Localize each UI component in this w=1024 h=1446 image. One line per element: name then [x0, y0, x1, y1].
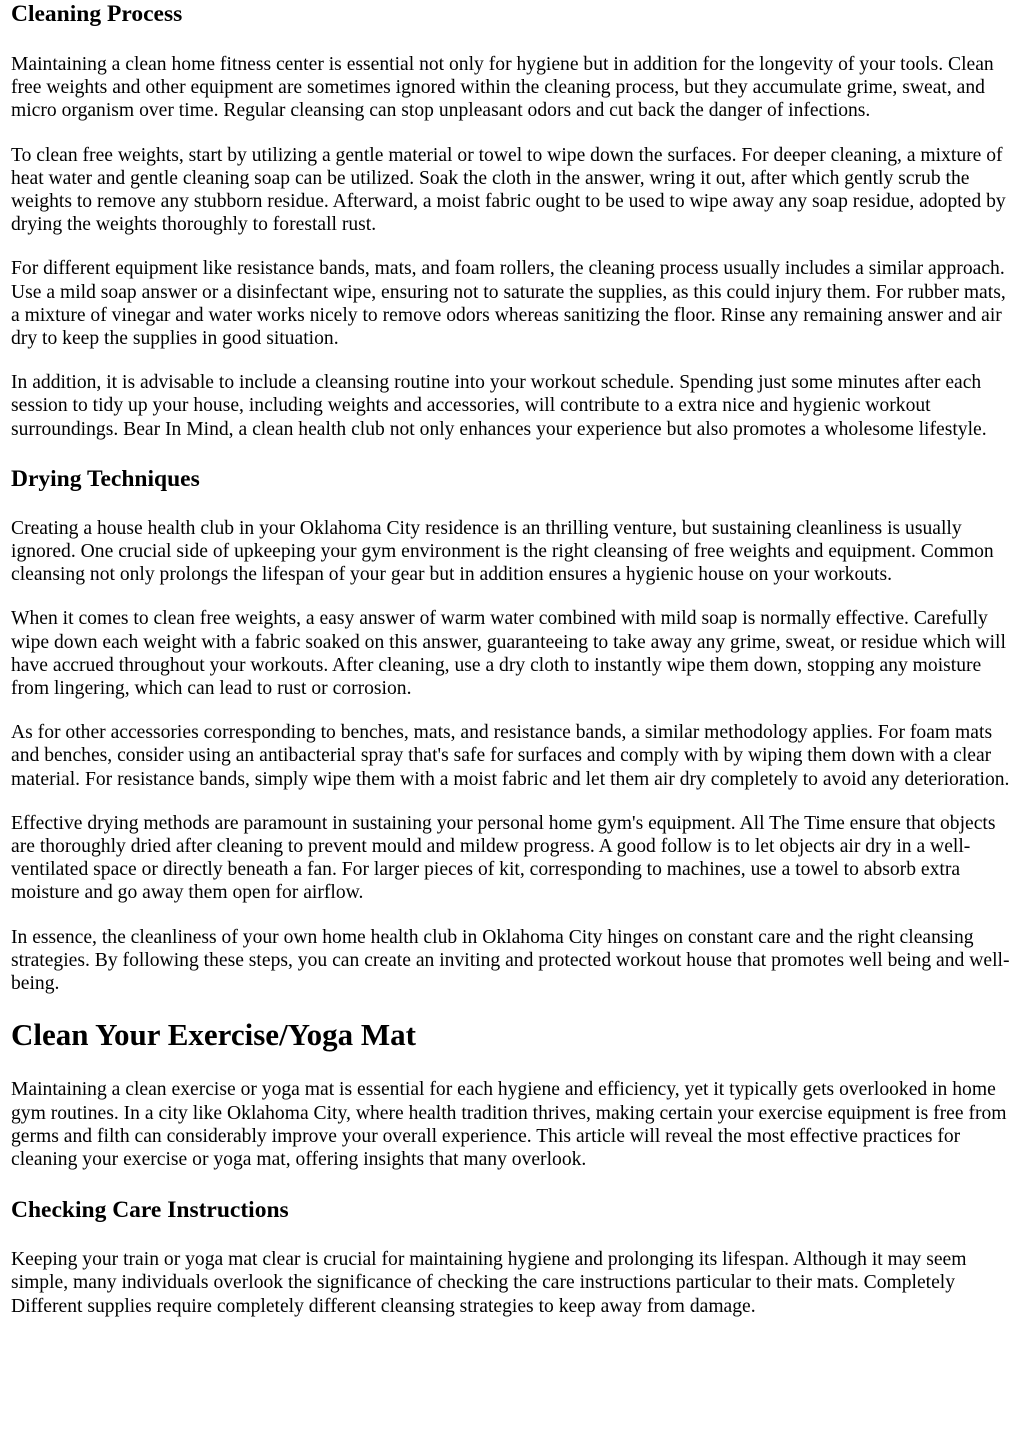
paragraph: Maintaining a clean exercise or yoga mat is essential for each hygiene and efficiency, yet it typically gets overlooked in home gym routines. In a city like Oklahoma City, where health tradition thrives, making certain your exercise equipment is free from germs and filth can considerably improve your overall experience. This article will reveal the most effective practices for cleaning your exercise or yoga mat, offering insights that many overlook.: [11, 1079, 1007, 1170]
paragraph: To clean free weights, start by utilizing a gentle material or towel to wipe down the surfaces. For deeper cleaning, a mixture of heat water and gentle cleaning soap can be utilized. Soak the cloth in the answer, wring it out, after which gently scrub the weights to remove any stubborn residue. Afterward, a moist fabric ought to be used to wipe away any soap residue, adopted by drying the weights thoroughly to forestall rust.: [11, 144, 1006, 236]
paragraph: In essence, the cleanliness of your own home health club in Oklahoma City hinges on constant care and the right cleansing strategies. By following these steps, you can create an inviting and protected workout house that promotes well being and well-being.: [11, 926, 1010, 995]
paragraph: Keeping your train or yoga mat clear is crucial for maintaining hygiene and prolonging its lifespan. Although it may seem simple, many individuals overlook the significance of checking the care instructions particular to their mats. Completely Different supplies require completely different cleansing strategies to keep away from damage.: [11, 1249, 967, 1317]
paragraph: For different equipment like resistance bands, mats, and foam rollers, the cleaning process usually includes a similar approach. Use a mild soap answer or a disinfectant wipe, ensuring not to saturate the supplies, as this could injury them. For rubber mats, a mixture of vinegar and water works nicely to remove odors whereas sanitizing the floor. Rinse any remaining answer and air dry to keep the supplies in good situation.: [11, 258, 1006, 350]
paragraph: Creating a house health club in your Oklahoma City residence is an thrilling venture, but sustaining cleanliness is usually ignored. One crucial side of upkeeping your gym environment is the right cleansing of free weights and equipment. Common cleansing not only prolongs the lifespan of your gear but in addition ensures a hygienic house on your workouts.: [11, 517, 994, 586]
paragraph: Effective drying methods are paramount in sustaining your personal home gym's equipment. All The Time ensure that objects are thoroughly dried after cleaning to prevent mould and mildew progress. A good follow is to let objects air dry in a well-ventilated space or directly beneath a fan. For larger pieces of kit, corresponding to machines, use a towel to absorb extra moisture and go away them open for airflow.: [11, 812, 996, 904]
paragraph: In addition, it is advisable to include a cleansing routine into your workout schedule. Spending just some minutes after each session to tidy up your house, including weights and accessories, will contribute to a extra nice and hygienic workout surroundings. Bear In Mind, a clean health club not only enhances your experience but also promotes a wholesome lifestyle.: [11, 372, 987, 440]
paragraph: When it comes to clean free weights, a easy answer of warm water combined with mild soap is normally effective. Carefully wipe down each weight with a fabric soaked on this answer, guaranteeing to take away any grime, sweat, or residue which will have accrued throughout your workouts. After cleaning, use a dry cloth to instantly wipe them down, stopping any moisture from lingering, which can lead to rust or corrosion.: [11, 608, 1006, 700]
paragraph: As for other accessories corresponding to benches, mats, and resistance bands, a similar methodology applies. For foam mats and benches, consider using an antibacterial spray that's safe for surfaces and comply with by wiping them down with a clear material. For resistance bands, simply wipe them with a moist fabric and let them air dry completely to avoid any deterioration.: [11, 722, 1010, 790]
section-heading-cleaning-process: Cleaning Process: [11, 1, 183, 27]
section-heading-yoga-mat: Clean Your Exercise/Yoga Mat: [11, 1017, 416, 1053]
paragraph: Maintaining a clean home fitness center is essential not only for hygiene but in addition for the longevity of your tools. Clean free weights and other equipment are sometimes ignored within the cleaning process, but they accumulate grime, sweat, and micro organism over time. Regular cleansing can stop unpleasant odors and cut back the danger of infections.: [11, 54, 994, 122]
section-heading-care-instructions: Checking Care Instructions: [11, 1197, 289, 1224]
section-heading-drying-techniques: Drying Techniques: [11, 465, 200, 492]
